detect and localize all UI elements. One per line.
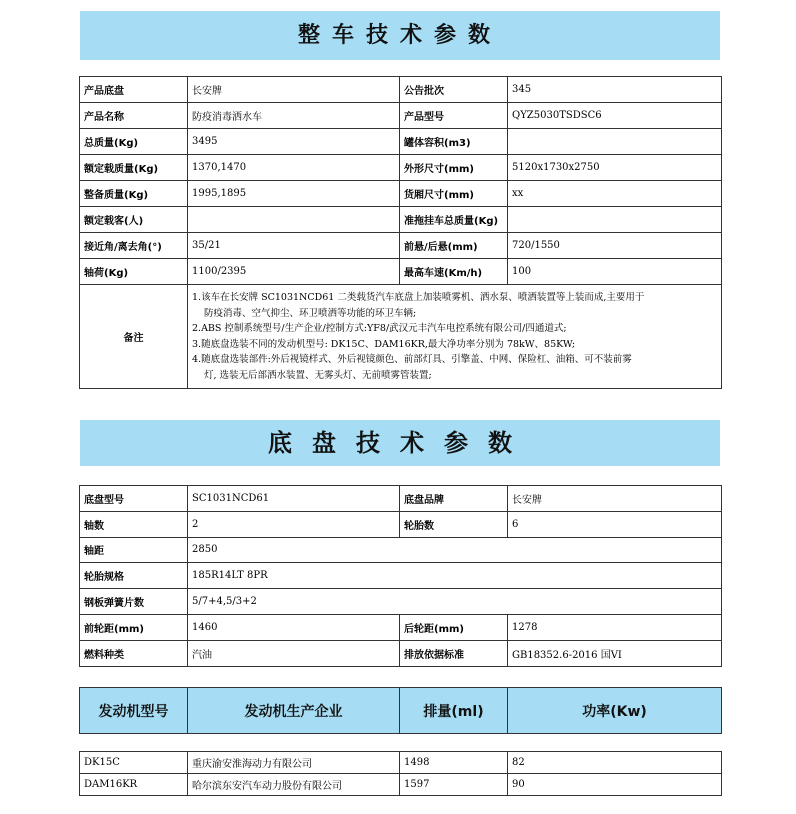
param-value: 720/1550 (508, 233, 722, 259)
param-value: 汽油 (188, 640, 400, 666)
table-row (80, 537, 722, 563)
param-label: 前轮距(mm) (80, 614, 188, 640)
table-row (80, 774, 722, 796)
table-row (80, 103, 722, 129)
notes-row (80, 285, 722, 389)
table-row (80, 752, 722, 774)
param-value: SC1031NCD61 (188, 486, 400, 512)
param-label: 钢板弹簧片数 (80, 589, 188, 615)
param-value: 1370,1470 (188, 155, 400, 181)
table-row (80, 486, 722, 512)
table-row (80, 563, 722, 589)
engine-model: DAM16KR (80, 774, 188, 796)
param-label: 额定载质量(Kg) (80, 155, 188, 181)
param-label: 货厢尺寸(mm) (400, 181, 508, 207)
param-value: xx (508, 181, 722, 207)
table-row (80, 511, 722, 537)
param-value: 5/7+4,5/3+2 (188, 589, 722, 615)
column-header: 发动机型号 (80, 688, 188, 734)
param-value: 1460 (188, 614, 400, 640)
column-header: 排量(ml) (400, 688, 508, 734)
param-label: 产品底盘 (80, 77, 188, 103)
param-value: 5120x1730x2750 (508, 155, 722, 181)
param-value (508, 207, 722, 233)
engine-model: DK15C (80, 752, 188, 774)
table-row (80, 77, 722, 103)
engine-table (79, 687, 722, 796)
table-row (80, 129, 722, 155)
param-value: 6 (508, 511, 722, 537)
param-label: 最高车速(Km/h) (400, 259, 508, 285)
param-label: 公告批次 (400, 77, 508, 103)
note-line: 防疫消毒、空气抑尘、环卫喷洒等功能的环卫车辆; (204, 307, 417, 319)
param-value: 1100/2395 (188, 259, 400, 285)
table-row (80, 155, 722, 181)
param-value: 1278 (508, 614, 722, 640)
engine-header-row (80, 688, 722, 734)
notes-label: 备注 (80, 285, 188, 389)
engine-power: 82 (508, 752, 722, 774)
param-value: 100 (508, 259, 722, 285)
param-value: 2 (188, 511, 400, 537)
param-value: 2850 (188, 537, 722, 563)
param-label: 罐体容积(m3) (400, 129, 508, 155)
param-label: 轴距 (80, 537, 188, 563)
notes-content (188, 285, 722, 389)
vehicle-params-table (79, 76, 722, 389)
param-value: GB18352.6-2016 国VI (508, 640, 722, 666)
param-value: 185R14LT 8PR (188, 563, 722, 589)
table-row (80, 233, 722, 259)
param-label: 燃料种类 (80, 640, 188, 666)
param-label: 总质量(Kg) (80, 129, 188, 155)
note-line: 4.随底盘选装部件:外后视镜样式、外后视镜颜色、前部灯具、引擎盖、中网、保险杠、油箱、可不装前雾 (192, 354, 632, 365)
param-value: 345 (508, 77, 722, 103)
spacer-row (80, 734, 722, 752)
param-label: 后轮距(mm) (400, 614, 508, 640)
param-value (188, 207, 400, 233)
column-header: 发动机生产企业 (188, 688, 400, 734)
note-line: 灯, 选装无后部洒水装置、无雾头灯、无前喷雾管装置; (204, 369, 432, 381)
note-line: 2.ABS 控制系统型号/生产企业/控制方式:YF8/武汉元丰汽车电控系统有限公司/四通道式; (192, 323, 567, 334)
note-line: 3.随底盘选装不同的发动机型号: DK15C、DAM16KR,最大净功率分别为 78kW、85KW; (192, 338, 576, 350)
param-label: 产品名称 (80, 103, 188, 129)
table-row (80, 207, 722, 233)
table-row (80, 589, 722, 615)
param-value: 防疫消毒洒水车 (188, 103, 400, 129)
param-label: 前悬/后悬(mm) (400, 233, 508, 259)
param-label: 底盘品牌 (400, 486, 508, 512)
param-label: 排放依据标准 (400, 640, 508, 666)
engine-displacement: 1597 (400, 774, 508, 796)
param-value (508, 129, 722, 155)
param-label: 轮胎数 (400, 511, 508, 537)
param-value: QYZ5030TSDSC6 (508, 103, 722, 129)
engine-maker: 哈尔滨东安汽车动力股份有限公司 (188, 774, 400, 796)
param-label: 产品型号 (400, 103, 508, 129)
param-label: 整备质量(Kg) (80, 181, 188, 207)
table-row (80, 259, 722, 285)
chassis-params-table (79, 485, 722, 667)
param-value: 长安牌 (188, 77, 400, 103)
table-row (80, 640, 722, 666)
param-label: 准拖挂车总质量(Kg) (400, 207, 508, 233)
table-row (80, 614, 722, 640)
param-label: 外形尺寸(mm) (400, 155, 508, 181)
note-line: 1.该车在长安牌 SC1031NCD61 二类载货汽车底盘上加装喷雾机、洒水泵、喷洒装置等上装而成,主要用于 (192, 292, 645, 303)
column-header: 功率(Kw) (508, 688, 722, 734)
engine-displacement: 1498 (400, 752, 508, 774)
param-label: 轴荷(Kg) (80, 259, 188, 285)
engine-maker: 重庆渝安淮海动力有限公司 (188, 752, 400, 774)
spacer (80, 734, 722, 752)
param-label: 接近角/离去角(°) (80, 233, 188, 259)
chassis-params-title: 底盘技术参数 (80, 420, 720, 466)
param-value: 长安牌 (508, 486, 722, 512)
param-label: 轮胎规格 (80, 563, 188, 589)
param-label: 底盘型号 (80, 486, 188, 512)
param-label: 轴数 (80, 511, 188, 537)
table-row (80, 181, 722, 207)
vehicle-params-title: 整车技术参数 (80, 11, 720, 60)
param-value: 3495 (188, 129, 400, 155)
param-value: 1995,1895 (188, 181, 400, 207)
param-label: 额定载客(人) (80, 207, 188, 233)
engine-power: 90 (508, 774, 722, 796)
param-value: 35/21 (188, 233, 400, 259)
